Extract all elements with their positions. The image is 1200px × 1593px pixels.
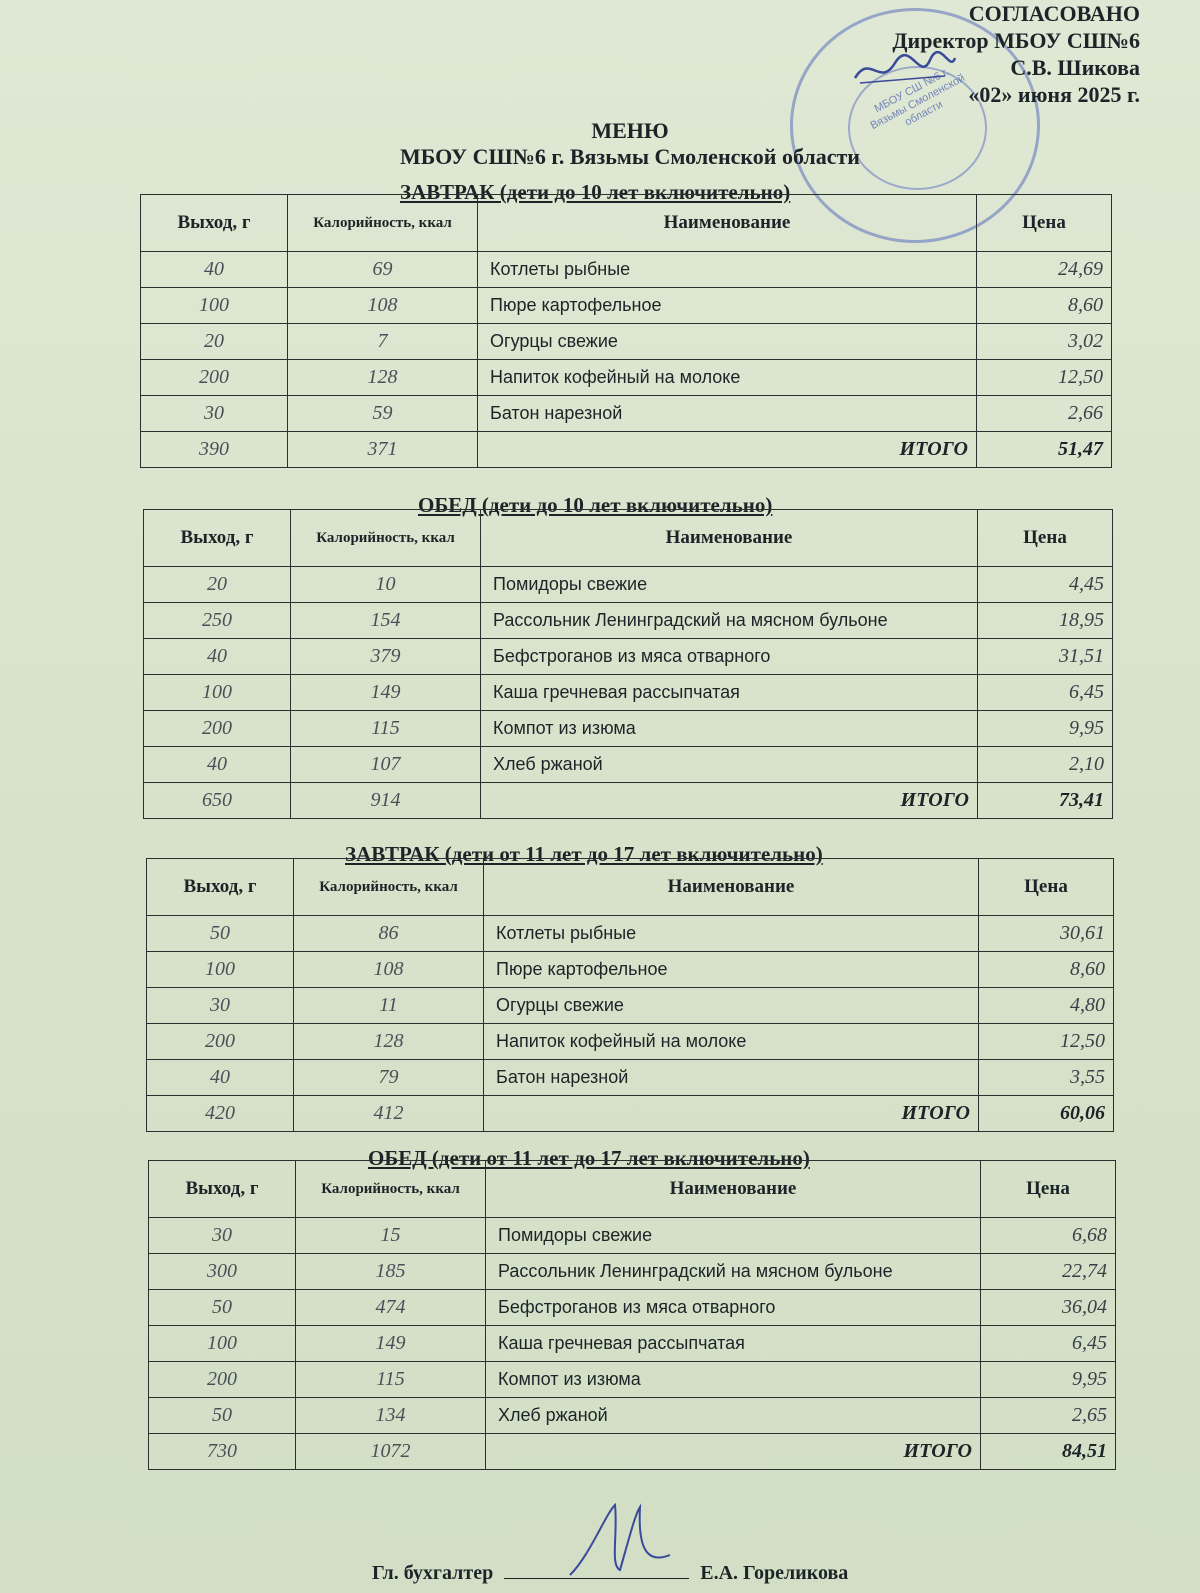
approval-date: «02» июня 2025 г. bbox=[968, 82, 1140, 107]
table-row bbox=[149, 1254, 1116, 1290]
footer-role: Гл. бухгалтер bbox=[372, 1562, 494, 1584]
calories-cell: 185 bbox=[296, 1254, 486, 1290]
yield-cell: 250 bbox=[144, 603, 291, 639]
yield-cell: 30 bbox=[141, 396, 288, 432]
total-price-cell: 51,47 bbox=[977, 432, 1112, 468]
calories-cell: 59 bbox=[288, 396, 478, 432]
calories-cell: 108 bbox=[288, 288, 478, 324]
dish-name-cell: Компот из изюма bbox=[486, 1362, 981, 1398]
table-row bbox=[149, 1290, 1116, 1326]
calories-cell: 149 bbox=[291, 675, 481, 711]
calories-cell: 107 bbox=[291, 747, 481, 783]
section-title: ОБЕД (дети от 11 лет до 17 лет включительно) bbox=[368, 1146, 810, 1170]
calories-cell: 149 bbox=[296, 1326, 486, 1362]
dish-name-cell: Бефстроганов из мяса отварного bbox=[486, 1290, 981, 1326]
price-cell: 9,95 bbox=[981, 1362, 1116, 1398]
calories-cell: 10 bbox=[291, 567, 481, 603]
total-yield-cell: 730 bbox=[149, 1434, 296, 1470]
total-price-cell: 60,06 bbox=[979, 1096, 1114, 1132]
table-row bbox=[147, 1024, 1114, 1060]
section-title: ОБЕД (дети до 10 лет включительно) bbox=[418, 493, 773, 517]
table-row bbox=[141, 396, 1112, 432]
calories-cell: 108 bbox=[294, 952, 484, 988]
price-cell: 8,60 bbox=[979, 952, 1114, 988]
stamp-text: МБОУ СШ №6 г. Вязьмы Смоленской области bbox=[868, 65, 968, 133]
price-cell: 8,60 bbox=[977, 288, 1112, 324]
yield-cell: 20 bbox=[144, 567, 291, 603]
calories-cell: 128 bbox=[294, 1024, 484, 1060]
dish-name-cell: Огурцы свежие bbox=[484, 988, 979, 1024]
total-yield-cell: 390 bbox=[141, 432, 288, 468]
price-cell: 12,50 bbox=[977, 360, 1112, 396]
dish-name-cell: Пюре картофельное bbox=[484, 952, 979, 988]
price-cell: 18,95 bbox=[978, 603, 1113, 639]
director-signature bbox=[850, 48, 960, 93]
document-title: МЕНЮ bbox=[591, 118, 669, 143]
yield-cell: 200 bbox=[147, 1024, 294, 1060]
yield-cell: 50 bbox=[149, 1398, 296, 1434]
column-header-price: Цена bbox=[981, 1161, 1116, 1218]
document-subtitle: МБОУ СШ№6 г. Вязьмы Смоленской области bbox=[399, 144, 860, 169]
column-header-price: Цена bbox=[977, 195, 1112, 252]
dish-name-cell: Батон нарезной bbox=[478, 396, 977, 432]
footer-name: Е.А. Гореликова bbox=[700, 1562, 849, 1584]
price-cell: 2,66 bbox=[977, 396, 1112, 432]
dish-name-cell: Напиток кофейный на молоке bbox=[484, 1024, 979, 1060]
price-cell: 6,45 bbox=[981, 1326, 1116, 1362]
yield-cell: 50 bbox=[147, 916, 294, 952]
total-label: ИТОГО bbox=[478, 432, 977, 468]
column-header-price: Цена bbox=[979, 859, 1114, 916]
footer-signoff bbox=[372, 1560, 848, 1585]
table-row bbox=[144, 639, 1113, 675]
dish-name-cell: Котлеты рыбные bbox=[484, 916, 979, 952]
yield-cell: 100 bbox=[141, 288, 288, 324]
table-row bbox=[149, 1398, 1116, 1434]
calories-cell: 154 bbox=[291, 603, 481, 639]
table-row bbox=[144, 747, 1113, 783]
column-header-yield: Выход, г bbox=[144, 510, 291, 567]
yield-cell: 40 bbox=[141, 252, 288, 288]
dish-name-cell: Помидоры свежие bbox=[486, 1218, 981, 1254]
table-row bbox=[144, 675, 1113, 711]
column-header-calories: Калорийность, ккал bbox=[291, 510, 481, 567]
yield-cell: 100 bbox=[144, 675, 291, 711]
total-row bbox=[149, 1434, 1116, 1470]
price-cell: 2,65 bbox=[981, 1398, 1116, 1434]
calories-cell: 134 bbox=[296, 1398, 486, 1434]
menu-table bbox=[143, 509, 1113, 819]
price-cell: 9,95 bbox=[978, 711, 1113, 747]
column-header-name: Наименование bbox=[484, 859, 979, 916]
total-calories-cell: 412 bbox=[294, 1096, 484, 1132]
table-header-row bbox=[141, 195, 1112, 252]
yield-cell: 20 bbox=[141, 324, 288, 360]
yield-cell: 30 bbox=[147, 988, 294, 1024]
section-title: ЗАВТРАК (дети до 10 лет включительно) bbox=[400, 180, 791, 204]
calories-cell: 69 bbox=[288, 252, 478, 288]
section-title: ЗАВТРАК (дети от 11 лет до 17 лет включительно) bbox=[345, 842, 823, 866]
column-header-yield: Выход, г bbox=[147, 859, 294, 916]
document-title-block bbox=[0, 118, 1200, 170]
dish-name-cell: Каша гречневая рассыпчатая bbox=[486, 1326, 981, 1362]
table-row bbox=[141, 288, 1112, 324]
calories-cell: 474 bbox=[296, 1290, 486, 1326]
yield-cell: 300 bbox=[149, 1254, 296, 1290]
total-price-cell: 73,41 bbox=[978, 783, 1113, 819]
dish-name-cell: Огурцы свежие bbox=[478, 324, 977, 360]
yield-cell: 50 bbox=[149, 1290, 296, 1326]
yield-cell: 40 bbox=[147, 1060, 294, 1096]
total-label: ИТОГО bbox=[484, 1096, 979, 1132]
approval-name: С.В. Шикова bbox=[1010, 55, 1140, 80]
table-row bbox=[141, 360, 1112, 396]
yield-cell: 100 bbox=[147, 952, 294, 988]
column-header-yield: Выход, г bbox=[149, 1161, 296, 1218]
yield-cell: 40 bbox=[144, 747, 291, 783]
total-label: ИТОГО bbox=[486, 1434, 981, 1470]
calories-cell: 115 bbox=[296, 1362, 486, 1398]
price-cell: 3,02 bbox=[977, 324, 1112, 360]
dish-name-cell: Бефстроганов из мяса отварного bbox=[481, 639, 978, 675]
dish-name-cell: Батон нарезной bbox=[484, 1060, 979, 1096]
table-row bbox=[147, 916, 1114, 952]
dish-name-cell: Рассольник Ленинградский на мясном бульоне bbox=[481, 603, 978, 639]
price-cell: 30,61 bbox=[979, 916, 1114, 952]
column-header-name: Наименование bbox=[481, 510, 978, 567]
table-header-row bbox=[149, 1161, 1116, 1218]
table-header-row bbox=[144, 510, 1113, 567]
table-row bbox=[144, 603, 1113, 639]
price-cell: 12,50 bbox=[979, 1024, 1114, 1060]
price-cell: 4,45 bbox=[978, 567, 1113, 603]
dish-name-cell: Пюре картофельное bbox=[478, 288, 977, 324]
dish-name-cell: Компот из изюма bbox=[481, 711, 978, 747]
menu-table bbox=[148, 1160, 1116, 1470]
table-row bbox=[149, 1326, 1116, 1362]
yield-cell: 40 bbox=[144, 639, 291, 675]
yield-cell: 200 bbox=[149, 1362, 296, 1398]
table-header-row bbox=[147, 859, 1114, 916]
total-row bbox=[141, 432, 1112, 468]
price-cell: 2,10 bbox=[978, 747, 1113, 783]
yield-cell: 100 bbox=[149, 1326, 296, 1362]
column-header-name: Наименование bbox=[486, 1161, 981, 1218]
table-row bbox=[149, 1362, 1116, 1398]
dish-name-cell: Каша гречневая рассыпчатая bbox=[481, 675, 978, 711]
total-row bbox=[147, 1096, 1114, 1132]
calories-cell: 79 bbox=[294, 1060, 484, 1096]
table-row bbox=[144, 567, 1113, 603]
price-cell: 4,80 bbox=[979, 988, 1114, 1024]
total-yield-cell: 650 bbox=[144, 783, 291, 819]
price-cell: 6,45 bbox=[978, 675, 1113, 711]
calories-cell: 7 bbox=[288, 324, 478, 360]
price-cell: 36,04 bbox=[981, 1290, 1116, 1326]
calories-cell: 379 bbox=[291, 639, 481, 675]
table-row bbox=[147, 988, 1114, 1024]
signature-line bbox=[504, 1560, 689, 1579]
yield-cell: 200 bbox=[144, 711, 291, 747]
price-cell: 6,68 bbox=[981, 1218, 1116, 1254]
approval-position: Директор МБОУ СШ№6 bbox=[892, 28, 1140, 53]
column-header-calories: Калорийность, ккал bbox=[288, 195, 478, 252]
price-cell: 22,74 bbox=[981, 1254, 1116, 1290]
calories-cell: 115 bbox=[291, 711, 481, 747]
calories-cell: 86 bbox=[294, 916, 484, 952]
total-calories-cell: 914 bbox=[291, 783, 481, 819]
table-row bbox=[141, 252, 1112, 288]
total-yield-cell: 420 bbox=[147, 1096, 294, 1132]
total-calories-cell: 371 bbox=[288, 432, 478, 468]
dish-name-cell: Хлеб ржаной bbox=[481, 747, 978, 783]
price-cell: 24,69 bbox=[977, 252, 1112, 288]
column-header-calories: Калорийность, ккал bbox=[294, 859, 484, 916]
approval-heading: СОГЛАСОВАНО bbox=[968, 1, 1140, 26]
menu-table bbox=[146, 858, 1114, 1132]
price-cell: 3,55 bbox=[979, 1060, 1114, 1096]
dish-name-cell: Помидоры свежие bbox=[481, 567, 978, 603]
dish-name-cell: Котлеты рыбные bbox=[478, 252, 977, 288]
menu-table bbox=[140, 194, 1112, 468]
column-header-yield: Выход, г bbox=[141, 195, 288, 252]
dish-name-cell: Хлеб ржаной bbox=[486, 1398, 981, 1434]
table-row bbox=[147, 952, 1114, 988]
total-label: ИТОГО bbox=[481, 783, 978, 819]
column-header-calories: Калорийность, ккал bbox=[296, 1161, 486, 1218]
column-header-price: Цена bbox=[978, 510, 1113, 567]
price-cell: 31,51 bbox=[978, 639, 1113, 675]
column-header-name: Наименование bbox=[478, 195, 977, 252]
table-row bbox=[147, 1060, 1114, 1096]
calories-cell: 11 bbox=[294, 988, 484, 1024]
calories-cell: 128 bbox=[288, 360, 478, 396]
total-row bbox=[144, 783, 1113, 819]
total-price-cell: 84,51 bbox=[981, 1434, 1116, 1470]
yield-cell: 200 bbox=[141, 360, 288, 396]
total-calories-cell: 1072 bbox=[296, 1434, 486, 1470]
yield-cell: 30 bbox=[149, 1218, 296, 1254]
dish-name-cell: Рассольник Ленинградский на мясном бульоне bbox=[486, 1254, 981, 1290]
table-row bbox=[141, 324, 1112, 360]
calories-cell: 15 bbox=[296, 1218, 486, 1254]
table-row bbox=[149, 1218, 1116, 1254]
dish-name-cell: Напиток кофейный на молоке bbox=[478, 360, 977, 396]
table-row bbox=[144, 711, 1113, 747]
